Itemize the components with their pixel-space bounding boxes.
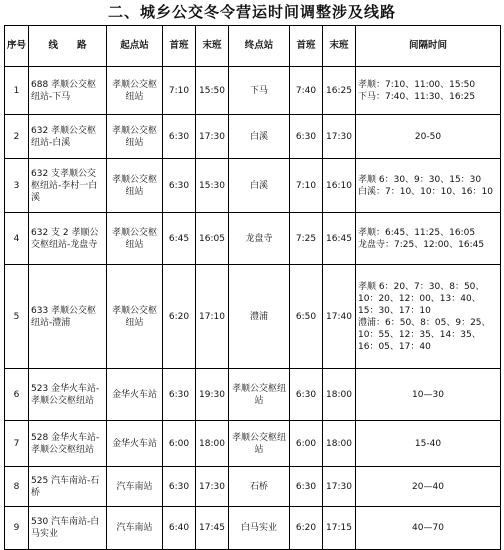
end-station: 石桥 bbox=[229, 467, 290, 507]
first-bus-outbound: 6:45 bbox=[163, 213, 196, 265]
first-bus-return: 7:25 bbox=[290, 213, 323, 265]
interval-line: 20-50 bbox=[414, 131, 442, 142]
last-bus-outbound: 17:30 bbox=[196, 467, 229, 507]
interval-line: 下马：7:40、11:30、16:25 bbox=[358, 91, 476, 102]
header-end: 终点站 bbox=[229, 26, 290, 67]
interval-line: 孝顺：6:45、11:25、16:05 bbox=[358, 227, 476, 238]
row-number: 2 bbox=[5, 115, 29, 159]
last-bus-outbound: 17:45 bbox=[196, 507, 229, 550]
schedule-table bbox=[4, 25, 501, 550]
header-no: 序号 bbox=[5, 26, 29, 67]
route-cell: 632 支孝顺公交枢纽站-李村一白溪 bbox=[29, 159, 107, 213]
interval-line: 孝顺 6：30、9：30、15：30 bbox=[358, 174, 482, 185]
row-number: 5 bbox=[5, 265, 29, 369]
last-bus-return: 17:30 bbox=[323, 467, 356, 507]
first-bus-outbound: 6:40 bbox=[163, 507, 196, 550]
table-row bbox=[5, 67, 501, 115]
row-number: 8 bbox=[5, 467, 29, 507]
last-bus-return: 17:40 bbox=[323, 265, 356, 369]
interval-cell bbox=[356, 213, 501, 265]
row-number: 6 bbox=[5, 369, 29, 421]
end-station: 孝顺公交枢纽站 bbox=[229, 369, 290, 421]
first-bus-return: 7:10 bbox=[290, 159, 323, 213]
interval-cell bbox=[356, 369, 501, 421]
last-bus-outbound: 15:50 bbox=[196, 67, 229, 115]
table-row bbox=[5, 369, 501, 421]
header-first1: 首班 bbox=[163, 26, 196, 67]
first-bus-return: 7:40 bbox=[290, 67, 323, 115]
start-station: 孝顺公交枢纽站 bbox=[107, 213, 163, 265]
route-cell: 525 汽车南站-石桥 bbox=[29, 467, 107, 507]
first-bus-return: 6:30 bbox=[290, 467, 323, 507]
interval-cell bbox=[356, 67, 501, 115]
start-station: 金华火车站 bbox=[107, 369, 163, 421]
end-station: 白溪 bbox=[229, 115, 290, 159]
interval-line: 40—70 bbox=[412, 523, 444, 533]
header-last1: 末班 bbox=[196, 26, 229, 67]
first-bus-return: 6:30 bbox=[290, 115, 323, 159]
first-bus-return: 6:50 bbox=[290, 265, 323, 369]
table-row bbox=[5, 421, 501, 467]
end-station: 龙盘寺 bbox=[229, 213, 290, 265]
interval-line: 20—40 bbox=[412, 481, 444, 492]
interval-line: 龙盘寺：7:25、12:00、16:45 bbox=[358, 239, 485, 250]
header-route: 线 路 bbox=[29, 26, 107, 67]
route-cell: 632 支 2 孝顺公交枢纽站-龙盘寺 bbox=[29, 213, 107, 265]
last-bus-return: 18:00 bbox=[323, 369, 356, 421]
end-station: 孝顺公交枢纽站 bbox=[229, 421, 290, 467]
first-bus-return: 6:00 bbox=[290, 421, 323, 467]
end-station: 白溪 bbox=[229, 159, 290, 213]
interval-line: 10—30 bbox=[412, 389, 444, 400]
table-row bbox=[5, 507, 501, 550]
start-station: 金华火车站 bbox=[107, 421, 163, 467]
start-station: 孝顺公交枢纽站 bbox=[107, 159, 163, 213]
header-first2: 首班 bbox=[290, 26, 323, 67]
first-bus-outbound: 7:10 bbox=[163, 67, 196, 115]
last-bus-return: 17:30 bbox=[323, 115, 356, 159]
interval-line: 孝顺：7:10、11:00、15:50 bbox=[358, 79, 476, 90]
start-station: 汽车南站 bbox=[107, 507, 163, 550]
end-station: 下马 bbox=[229, 67, 290, 115]
last-bus-outbound: 16:05 bbox=[196, 213, 229, 265]
interval-line: 白溪：7：10、10：10、16：10 bbox=[358, 186, 493, 197]
first-bus-outbound: 6:00 bbox=[163, 421, 196, 467]
header-start: 起点站 bbox=[107, 26, 163, 67]
first-bus-outbound: 6:30 bbox=[163, 159, 196, 213]
row-number: 9 bbox=[5, 507, 29, 550]
interval-line: 15-40 bbox=[414, 438, 442, 449]
table-row bbox=[5, 467, 501, 507]
interval-line: 孝顺 6：20、7：30、8：50、10：20、12：00、13：40、15：30、17：10 bbox=[358, 281, 485, 316]
route-cell: 688 孝顺公交枢纽站-下马 bbox=[29, 67, 107, 115]
last-bus-outbound: 17:30 bbox=[196, 115, 229, 159]
header-last2: 末班 bbox=[323, 26, 356, 67]
last-bus-outbound: 19:30 bbox=[196, 369, 229, 421]
start-station: 汽车南站 bbox=[107, 467, 163, 507]
interval-line: 澧浦：6：50、8：05、9：25、10：55、12：35、14：35、16：05、17：40 bbox=[358, 317, 491, 352]
interval-cell bbox=[356, 467, 501, 507]
first-bus-return: 6:30 bbox=[290, 369, 323, 421]
row-number: 4 bbox=[5, 213, 29, 265]
row-number: 7 bbox=[5, 421, 29, 467]
last-bus-return: 17:15 bbox=[323, 507, 356, 550]
start-station: 孝顺公交枢纽站 bbox=[107, 67, 163, 115]
table-row bbox=[5, 265, 501, 369]
row-number: 3 bbox=[5, 159, 29, 213]
last-bus-outbound: 18:00 bbox=[196, 421, 229, 467]
first-bus-return: 6:20 bbox=[290, 507, 323, 550]
first-bus-outbound: 6:30 bbox=[163, 467, 196, 507]
row-number: 1 bbox=[5, 67, 29, 115]
last-bus-return: 16:10 bbox=[323, 159, 356, 213]
route-cell: 528 金华火车站-孝顺公交枢纽站 bbox=[29, 421, 107, 467]
last-bus-outbound: 17:10 bbox=[196, 265, 229, 369]
interval-cell bbox=[356, 507, 501, 550]
start-station: 孝顺公交枢纽站 bbox=[107, 265, 163, 369]
page-title: 二、城乡公交冬令营运时间调整涉及线路 bbox=[107, 3, 396, 21]
end-station: 澧浦 bbox=[229, 265, 290, 369]
start-station: 孝顺公交枢纽站 bbox=[107, 115, 163, 159]
last-bus-return: 16:45 bbox=[323, 213, 356, 265]
route-cell: 523 金华火车站-孝顺公交枢纽站 bbox=[29, 369, 107, 421]
last-bus-outbound: 15:30 bbox=[196, 159, 229, 213]
table-row bbox=[5, 159, 501, 213]
table-row bbox=[5, 213, 501, 265]
route-cell: 530 汽车南站-白马实业 bbox=[29, 507, 107, 550]
interval-cell bbox=[356, 421, 501, 467]
header-interval: 间隔时间 bbox=[356, 26, 501, 67]
table-row bbox=[5, 115, 501, 159]
last-bus-return: 18:00 bbox=[323, 421, 356, 467]
last-bus-return: 16:25 bbox=[323, 67, 356, 115]
end-station: 白马实业 bbox=[229, 507, 290, 550]
route-cell: 632 孝顺公交枢纽站-白溪 bbox=[29, 115, 107, 159]
first-bus-outbound: 6:20 bbox=[163, 265, 196, 369]
first-bus-outbound: 6:30 bbox=[163, 115, 196, 159]
first-bus-outbound: 6:30 bbox=[163, 369, 196, 421]
interval-cell bbox=[356, 159, 501, 213]
interval-cell bbox=[356, 115, 501, 159]
table-header-row bbox=[5, 26, 501, 67]
interval-cell bbox=[356, 265, 501, 369]
route-cell: 633 孝顺公交枢纽站-澧浦 bbox=[29, 265, 107, 369]
